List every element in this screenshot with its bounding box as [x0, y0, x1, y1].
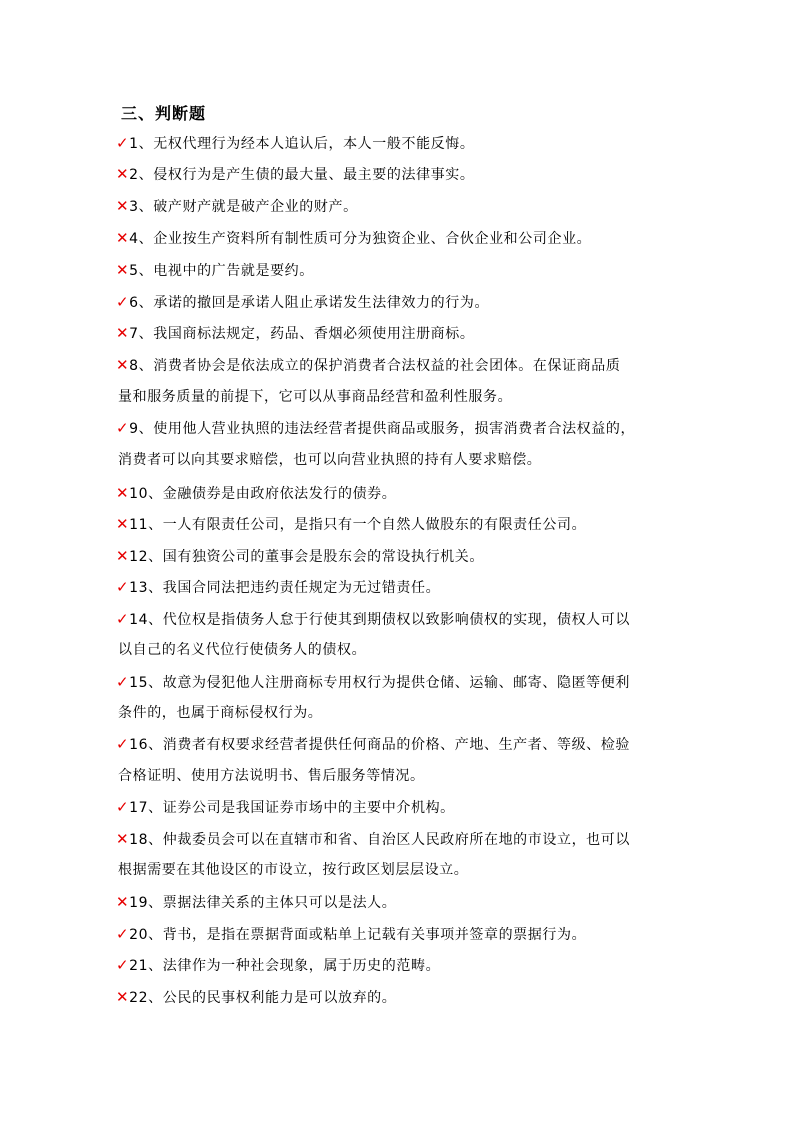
cross-mark-icon: ✕ [116, 229, 130, 247]
question-text: 19、票据法律关系的主体只可以是法人。 [129, 895, 397, 911]
question-text: 13、我国合同法把违约责任规定为无过错责任。 [129, 580, 441, 596]
question-text: 22、公民的民事权利能力是可以放弃的。 [129, 990, 397, 1006]
question-text: 5、电视中的广告就是要约。 [129, 263, 314, 279]
question-text: 20、背书，是指在票据背面或粘单上记载有关事项并签章的票据行为。 [129, 927, 587, 943]
question-text: 21、法律作为一种社会现象，属于历史的范畴。 [129, 958, 441, 974]
question-item [116, 323, 474, 343]
question-text: 以自己的名义代位行使债务人的债权。 [118, 642, 367, 658]
question-item [116, 355, 620, 375]
question-item [116, 164, 474, 184]
check-mark-icon: ✓ [116, 956, 130, 974]
cross-mark-icon: ✕ [116, 988, 130, 1006]
question-text: 8、消费者协会是依法成立的保护消费者合法权益的社会团体。在保证商品质 [129, 358, 621, 374]
question-item [116, 987, 396, 1007]
question-item [116, 228, 591, 248]
question-item [116, 483, 396, 503]
check-mark-icon: ✓ [116, 134, 130, 152]
check-mark-icon: ✓ [116, 925, 130, 943]
question-text: 12、国有独资公司的董事会是股东会的常设执行机关。 [129, 549, 484, 565]
question-text: 4、企业按生产资料所有制性质可分为独资企业、合伙企业和公司企业。 [129, 231, 592, 247]
question-text: 10、金融债券是由政府依法发行的债券。 [129, 486, 397, 502]
question-text: 11、一人有限责任公司，是指只有一个自然人做股东的有限责任公司。 [129, 517, 587, 533]
question-item [116, 196, 358, 216]
check-mark-icon: ✓ [116, 293, 130, 311]
question-text: 17、证券公司是我国证券市场中的主要中介机构。 [129, 800, 455, 816]
question-item [116, 133, 474, 153]
cross-mark-icon: ✕ [116, 830, 130, 848]
question-text: 量和服务质量的前提下，它可以从事商品经营和盈利性服务。 [118, 389, 513, 405]
question-item [116, 514, 586, 534]
cross-mark-icon: ✕ [116, 893, 130, 911]
cross-mark-icon: ✕ [116, 261, 130, 279]
question-item [116, 609, 630, 629]
question-item [116, 955, 440, 975]
question-item [116, 577, 440, 597]
question-text: 14、代位权是指债务人怠于行使其到期债权以致影响债权的实现，债权人可以 [129, 612, 630, 628]
question-item-continuation [118, 860, 468, 880]
cross-mark-icon: ✕ [116, 324, 130, 342]
cross-mark-icon: ✕ [116, 165, 130, 183]
question-text: 9、使用他人营业执照的违法经营者提供商品或服务，损害消费者合法权益的， [129, 421, 636, 437]
question-item-continuation [118, 387, 512, 407]
question-item [116, 797, 455, 817]
question-text: 根据需要在其他设区的市设立，按行政区划层层设立。 [118, 862, 469, 878]
check-mark-icon: ✓ [116, 578, 130, 596]
check-mark-icon: ✓ [116, 798, 130, 816]
question-item [116, 546, 484, 566]
question-item [116, 734, 630, 754]
question-text: 2、侵权行为是产生债的最大量、最主要的法律事实。 [129, 167, 475, 183]
cross-mark-icon: ✕ [116, 547, 130, 565]
cross-mark-icon: ✕ [116, 484, 130, 502]
question-item-continuation [118, 766, 425, 786]
check-mark-icon: ✓ [116, 419, 130, 437]
check-mark-icon: ✓ [116, 735, 130, 753]
check-mark-icon: ✓ [116, 610, 130, 628]
question-text: 消费者可以向其要求赔偿，也可以向营业执照的持有人要求赔偿。 [118, 452, 542, 468]
question-text: 3、破产财产就是破产企业的财产。 [129, 199, 358, 215]
question-item-continuation [118, 450, 541, 470]
question-item-continuation [118, 640, 366, 660]
question-item [116, 292, 489, 312]
question-item [116, 892, 396, 912]
question-item [116, 672, 630, 692]
cross-mark-icon: ✕ [116, 356, 130, 374]
question-item [116, 418, 635, 438]
question-text: 1、无权代理行为经本人追认后，本人一般不能反悔。 [129, 136, 475, 152]
question-text: 15、故意为侵犯他人注册商标专用权行为提供仓储、运输、邮寄、隐匿等便利 [129, 675, 630, 691]
question-text: 6、承诺的撤回是承诺人阻止承诺发生法律效力的行为。 [129, 295, 490, 311]
question-text: 18、仲裁委员会可以在直辖市和省、自治区人民政府所在地的市设立，也可以 [129, 832, 630, 848]
question-item [116, 829, 630, 849]
cross-mark-icon: ✕ [116, 515, 130, 533]
question-text: 7、我国商标法规定，药品、香烟必须使用注册商标。 [129, 326, 475, 342]
section-title: 三、判断题 [121, 104, 207, 123]
question-item [116, 924, 586, 944]
question-text: 合格证明、使用方法说明书、售后服务等情况。 [118, 768, 425, 784]
question-text: 16、消费者有权要求经营者提供任何商品的价格、产地、生产者、等级、检验 [129, 737, 630, 753]
question-item-continuation [118, 703, 322, 723]
question-text: 条件的，也属于商标侵权行为。 [118, 705, 323, 721]
question-item [116, 260, 314, 280]
check-mark-icon: ✓ [116, 673, 130, 691]
cross-mark-icon: ✕ [116, 197, 130, 215]
